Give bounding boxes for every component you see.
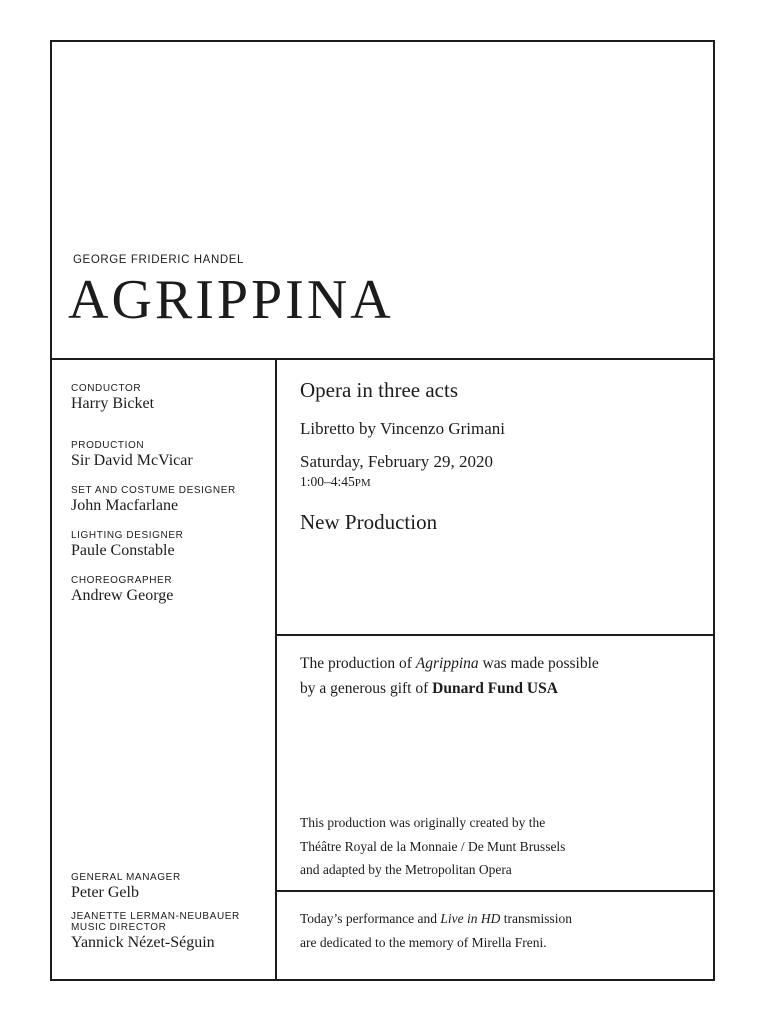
sponsor-line-2 (300, 676, 599, 701)
credit-music-director (71, 911, 240, 951)
credit-name: Paule Constable (71, 542, 175, 559)
composer-name: GEORGE FRIDERIC HANDEL (73, 254, 245, 266)
dedication-lead: Today’s performance and (300, 911, 441, 926)
production-label: New Production (300, 510, 438, 534)
performance-time (300, 474, 371, 491)
header-divider (50, 358, 715, 360)
info-divider (275, 634, 715, 636)
origin-line-1: This production was originally created by the (300, 815, 546, 830)
credit-production (71, 440, 193, 469)
dedication-hd: Live in HD (440, 911, 501, 926)
sponsor-lead: The production of (300, 655, 416, 672)
credit-role: CHOREOGRAPHER (71, 575, 173, 586)
dedication-note (300, 907, 572, 954)
opera-title: AGRIPPINA (68, 269, 394, 331)
column-divider (275, 358, 277, 981)
time-suffix: PM (354, 477, 371, 489)
credit-role: LIGHTING DESIGNER (71, 530, 184, 541)
credit-role: SET AND COSTUME DESIGNER (71, 485, 236, 496)
sponsor-line-1 (300, 651, 599, 676)
dedication-line-1 (300, 907, 572, 931)
credit-role: JEANETTE LERMAN-NEUBAUER (71, 911, 240, 922)
origin-line-3: and adapted by the Metropolitan Opera (300, 862, 512, 877)
credit-role: PRODUCTION (71, 440, 145, 451)
dedication-line-2: are dedicated to the memory of Mirella Freni. (300, 934, 547, 950)
sponsor-work: Agrippina (415, 655, 479, 672)
credit-name: John Macfarlane (71, 497, 179, 514)
credit-role: CONDUCTOR (71, 383, 142, 394)
credit-role: MUSIC DIRECTOR (71, 922, 167, 933)
performance-date: Saturday, February 29, 2020 (300, 452, 493, 471)
credit-lighting (71, 530, 183, 559)
sponsor-note (300, 651, 599, 701)
credit-role: GENERAL MANAGER (71, 872, 181, 883)
libretto-credit: Libretto by Vincenzo Grimani (300, 419, 505, 438)
credit-set-costume (71, 485, 236, 514)
sponsor-mid: was made possible (478, 655, 599, 672)
credit-conductor (71, 383, 154, 412)
credit-name: Sir David McVicar (71, 452, 193, 469)
credit-name: Yannick Nézet-Séguin (71, 934, 215, 951)
dedication-tail: transmission (500, 911, 573, 926)
work-type: Opera in three acts (300, 378, 459, 402)
sponsor-text: by a generous gift of (300, 680, 433, 697)
dedication-divider (275, 890, 715, 892)
credit-choreographer (71, 575, 173, 604)
credit-name: Peter Gelb (71, 884, 139, 901)
time-range: 1:00–4:45 (300, 474, 355, 489)
origin-line-2: Théâtre Royal de la Monnaie / De Munt Brussels (300, 838, 566, 854)
credit-name: Andrew George (71, 587, 174, 604)
sponsor-donor: Dunard Fund USA (432, 680, 558, 697)
credit-name: Harry Bicket (71, 395, 155, 412)
credit-general-manager (71, 872, 181, 901)
origin-note (300, 811, 565, 882)
